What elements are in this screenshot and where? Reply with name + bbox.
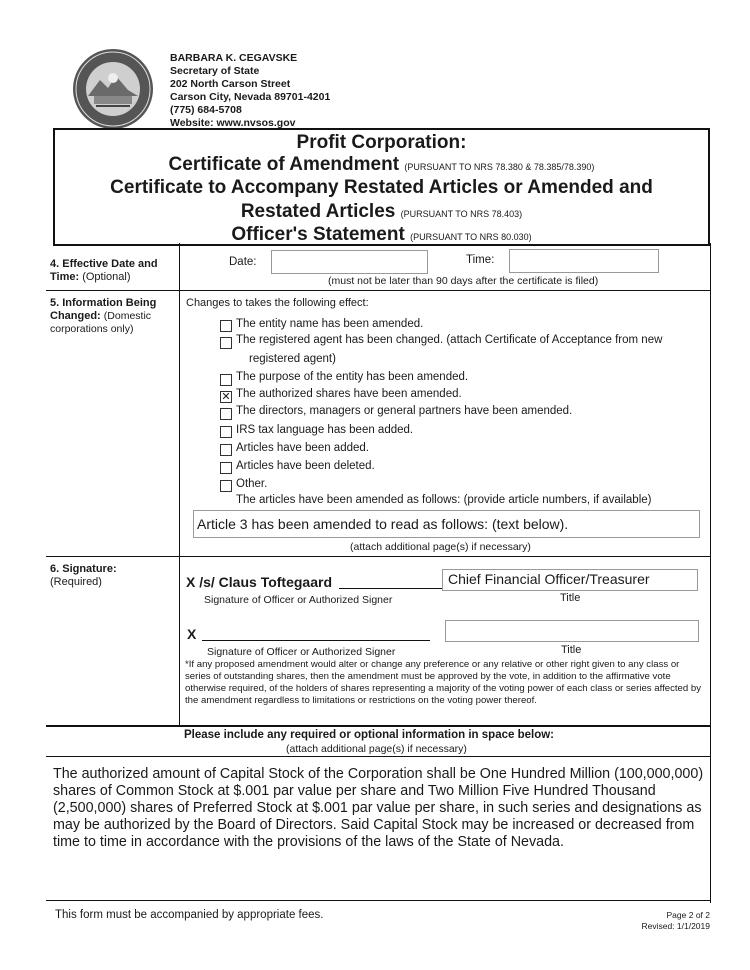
website: Website: www.nvsos.gov (170, 117, 296, 129)
required-tag: (Required) (50, 576, 102, 588)
capital-stock-statement: The authorized amount of Capital Stock of the Corporation shall be One Hundred Million (100,000,000) shares of Common Stock at $.001 par value per share and Two Million Five Hundred Thousand (2,500,000) shares of Preferred Stock at $.001 par value per share, in such series and designations as may be authorized by the Board of Directors. Said Capital Stock may be increased or decreased from time to time in accordance with the provisions of the laws of the State of Nevada. (53, 766, 704, 850)
option-registered-agent-cont: registered agent) (249, 353, 336, 365)
attach-pages-note: (attach additional page(s) if necessary) (350, 541, 531, 553)
revision-date: Revised: 1/1/2019 (641, 921, 710, 931)
signature-2-caption: Signature of Officer or Authorized Signer (207, 646, 396, 658)
signature-1-line (339, 588, 442, 589)
checkbox-irs-language[interactable] (220, 426, 232, 438)
amendment-footnote: *If any proposed amendment would alter or change any preference or any relative or other right given to any class or series of outstanding shares, then the amendment must be approved by the vote, in addition to the affirmative vote otherwise required, of the holders of shares representing a majority of the voting power of each class or series affected by the amendment regardless to limitations or restrictions on the voting power thereof. (185, 659, 702, 706)
divider (46, 556, 710, 557)
option-irs-language: IRS tax language has been added. (236, 424, 414, 436)
title-text: Certificate of Amendment (168, 154, 400, 175)
amended-as-follows-label: The articles have been amended as follows: (provide article numbers, if available) (236, 494, 652, 506)
form-title-box (53, 128, 710, 246)
divider (46, 756, 710, 757)
title-line-restated (55, 201, 708, 223)
signature-1-caption: Signature of Officer or Authorized Signer (204, 594, 393, 606)
statute-reference: (PURSUANT TO NRS 80.030) (410, 232, 532, 242)
option-entity-name: The entity name has been amended. (236, 318, 424, 330)
title-text: Restated Articles (240, 201, 396, 222)
title-line-restated-articles: Certificate to Accompany Restated Articles or Amended and (110, 177, 653, 198)
option-purpose: The purpose of the entity has been amended. (236, 371, 469, 383)
article-text-value: Article 3 has been amended to read as follows: (text below). (197, 516, 569, 532)
checkbox-directors[interactable] (220, 408, 232, 420)
effective-date-field[interactable] (271, 250, 428, 274)
checkbox-other[interactable] (220, 480, 232, 492)
form-title: Profit Corporation: (296, 132, 467, 153)
nevada-state-seal (72, 48, 154, 130)
official-name: BARBARA K. CEGAVSKE (170, 52, 298, 64)
signature-2: X (187, 626, 197, 642)
option-other: Other. (236, 478, 268, 490)
option-registered-agent: The registered agent has been changed. (attach Certificate of Acceptance from new (236, 334, 663, 346)
divider (46, 725, 710, 727)
info-space-heading: Please include any required or optional information in space below: (184, 729, 554, 741)
section-5-note: (Domestic corporations only) (50, 310, 152, 335)
page-number: Page 2 of 2 (666, 910, 710, 920)
secretary-of-state-header (170, 52, 330, 130)
changes-intro: Changes to takes the following effect: (186, 297, 369, 309)
checkbox-authorized-shares[interactable]: ✕ (221, 391, 231, 403)
signature-2-line[interactable] (202, 640, 430, 641)
column-divider (179, 243, 180, 725)
title-1-value: Chief Financial Officer/Treasurer (448, 571, 650, 587)
street-address: 202 North Carson Street (170, 78, 291, 90)
option-directors: The directors, managers or general partners have been amended. (236, 405, 573, 417)
signature-1: X /s/ Claus Toftegaard (186, 574, 332, 590)
time-label: Time: (466, 254, 495, 266)
section-6-title: 6. Signature: (50, 563, 117, 575)
option-authorized-shares: The authorized shares have been amended. (236, 388, 462, 400)
fees-notice: This form must be accompanied by appropriate fees. (55, 909, 324, 921)
section-5-label (50, 297, 175, 336)
option-articles-deleted: Articles have been deleted. (236, 460, 375, 472)
section-4-title: 4. Effective Date and Time: (50, 258, 158, 283)
checkbox-articles-deleted[interactable] (220, 462, 232, 474)
title-2-caption: Title (561, 644, 582, 656)
official-title: Secretary of State (170, 65, 260, 77)
statute-reference: (PURSUANT TO NRS 78.403) (400, 209, 523, 219)
date-limit-note: (must not be later than 90 days after the certificate is filed) (328, 275, 599, 287)
option-articles-added: Articles have been added. (236, 442, 369, 454)
title-1-field[interactable] (442, 569, 698, 591)
title-line-certificate-of-amendment (55, 154, 708, 176)
divider (46, 900, 710, 901)
page-info (641, 910, 710, 932)
optional-tag: (Optional) (82, 271, 131, 283)
title-text: Officer's Statement (231, 224, 405, 245)
section-5-title: 5. Information Being Changed: (50, 297, 157, 322)
checkbox-purpose[interactable] (220, 374, 232, 386)
section-6-label (50, 563, 175, 589)
checkbox-entity-name[interactable] (220, 320, 232, 332)
title-1-caption: Title (560, 592, 581, 604)
date-label: Date: (229, 256, 257, 268)
checkbox-articles-added[interactable] (220, 444, 232, 456)
checkbox-registered-agent[interactable] (220, 337, 232, 349)
section-4-label (50, 258, 175, 284)
phone-number: (775) 684-5708 (170, 104, 242, 116)
statute-reference: (PURSUANT TO NRS 78.380 & 78.385/78.390) (404, 162, 595, 172)
article-text-field[interactable] (193, 510, 700, 538)
city-address: Carson City, Nevada 89701-4201 (170, 91, 331, 103)
divider (46, 290, 710, 291)
info-space-note: (attach additional page(s) if necessary) (286, 743, 467, 755)
effective-time-field[interactable] (509, 249, 659, 273)
title-2-field[interactable] (445, 620, 699, 642)
